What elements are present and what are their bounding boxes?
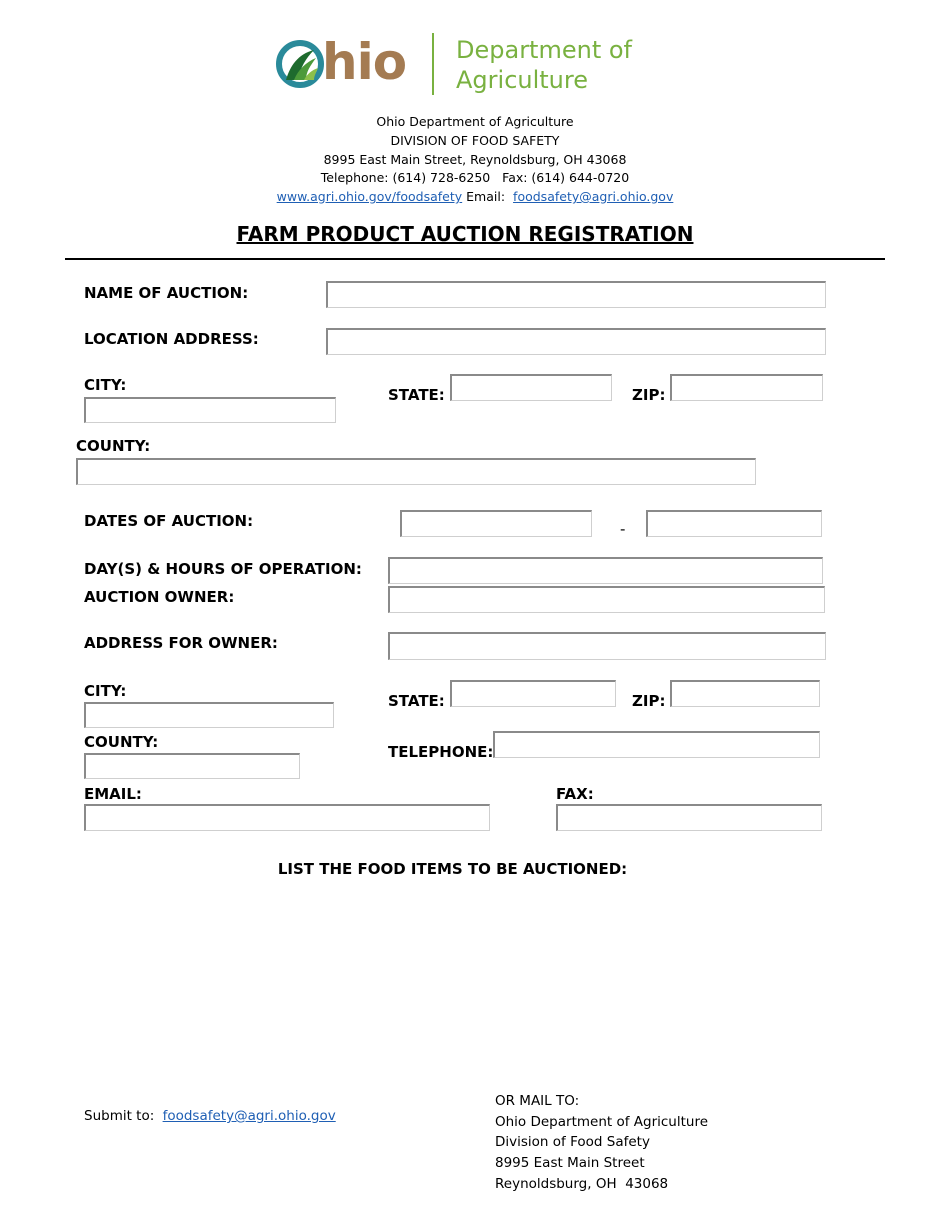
- header-email-link[interactable]: foodsafety@agri.ohio.gov: [513, 189, 674, 204]
- city-label: CITY:: [84, 376, 127, 394]
- header-division: DIVISION OF FOOD SAFETY: [390, 133, 560, 148]
- name-of-auction-label: NAME OF AUCTION:: [84, 284, 249, 302]
- submit-email-link[interactable]: foodsafety@agri.ohio.gov: [162, 1108, 336, 1124]
- fax-field[interactable]: [556, 804, 822, 831]
- email-field-label: EMAIL:: [84, 785, 142, 803]
- header-contact-line: [0, 189, 950, 204]
- owner-state-label: STATE:: [388, 692, 445, 710]
- date-range-dash: -: [620, 520, 626, 538]
- submit-label: Submit to:: [84, 1108, 155, 1124]
- mail-line-2: Ohio Department of Agriculture: [495, 1114, 709, 1130]
- owner-state-field[interactable]: [450, 680, 616, 707]
- state-field[interactable]: [450, 374, 612, 401]
- state-label: STATE:: [388, 386, 445, 404]
- auction-owner-field[interactable]: [388, 586, 825, 613]
- food-items-label: LIST THE FOOD ITEMS TO BE AUCTIONED:: [277, 860, 628, 878]
- header-phone-fax: Telephone: (614) 728-6250 Fax: (614) 644-0720: [320, 170, 630, 185]
- mail-line-5: Reynoldsburg, OH 43068: [495, 1176, 669, 1192]
- mail-line-1: OR MAIL TO:: [495, 1093, 580, 1109]
- dates-of-auction-label: DATES OF AUCTION:: [84, 512, 254, 530]
- mail-line-3: Division of Food Safety: [495, 1134, 650, 1150]
- logo-divider: [432, 33, 434, 95]
- mail-line-4: 8995 East Main Street: [495, 1155, 645, 1171]
- email-label: Email:: [466, 189, 506, 204]
- auction-owner-label: AUCTION OWNER:: [84, 588, 235, 606]
- auction-start-date-field[interactable]: [400, 510, 592, 537]
- auction-end-date-field[interactable]: [646, 510, 822, 537]
- email-field[interactable]: [84, 804, 490, 831]
- days-hours-label: DAY(S) & HOURS OF OPERATION:: [84, 560, 362, 578]
- ohio-leaf-emblem-icon: [276, 40, 324, 88]
- fax-label: FAX:: [556, 785, 594, 803]
- zip-field[interactable]: [670, 374, 823, 401]
- owner-city-label: CITY:: [84, 682, 127, 700]
- county-field[interactable]: [76, 458, 756, 485]
- telephone-label: TELEPHONE:: [388, 743, 494, 761]
- city-field[interactable]: [84, 397, 336, 423]
- ohio-wordmark: hio: [322, 33, 407, 91]
- location-address-field[interactable]: [326, 328, 826, 355]
- owner-zip-label: ZIP:: [632, 692, 666, 710]
- telephone-field[interactable]: [493, 731, 820, 758]
- owner-zip-field[interactable]: [670, 680, 820, 707]
- owner-city-field[interactable]: [84, 702, 334, 728]
- owner-county-field[interactable]: [84, 753, 300, 779]
- form-title: FARM PRODUCT AUCTION REGISTRATION: [236, 222, 694, 246]
- days-hours-field[interactable]: [388, 557, 823, 584]
- ohio-logo: [272, 30, 637, 100]
- dept-name-line1: Department of: [456, 36, 632, 64]
- zip-label: ZIP:: [632, 386, 666, 404]
- name-of-auction-field[interactable]: [326, 281, 826, 308]
- header-address: 8995 East Main Street, Reynoldsburg, OH 43068: [323, 152, 627, 167]
- county-label: COUNTY:: [76, 437, 151, 455]
- dept-name-line2: Agriculture: [456, 66, 588, 94]
- submit-line: [84, 1108, 336, 1124]
- address-for-owner-label: ADDRESS FOR OWNER:: [84, 634, 278, 652]
- website-link[interactable]: www.agri.ohio.gov/foodsafety: [276, 189, 463, 204]
- location-address-label: LOCATION ADDRESS:: [84, 330, 259, 348]
- title-rule: [65, 258, 885, 260]
- address-for-owner-field[interactable]: [388, 632, 826, 660]
- owner-county-label: COUNTY:: [84, 733, 159, 751]
- header-org: Ohio Department of Agriculture: [376, 114, 574, 129]
- food-items-area[interactable]: [84, 890, 826, 1070]
